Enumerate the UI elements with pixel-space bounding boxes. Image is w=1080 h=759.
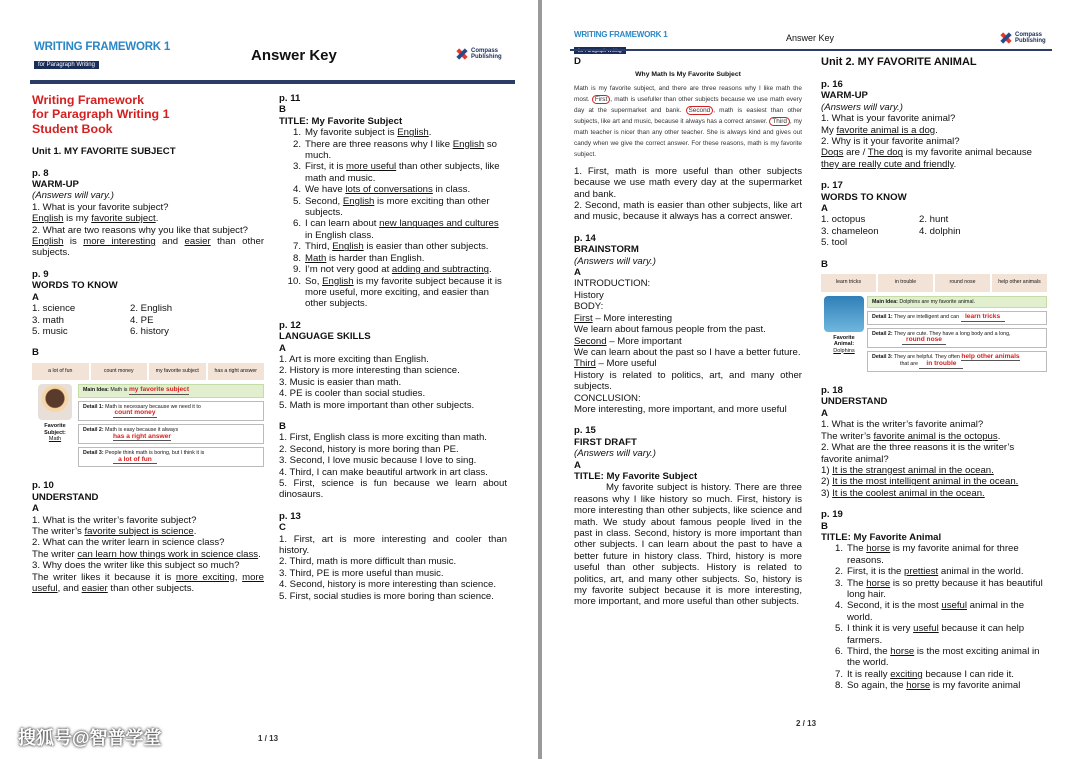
graphic-organizer: Favorite Subject: Math Main Idea: Math is my favorite subject Detail 1: Math is necessary because we need it to count money Detail 2: Math is easy because it always has a right answer Detail 3: People think math is boring, but I think it is a lot of fun: [32, 384, 264, 470]
page-number-2: 2 / 13: [796, 719, 817, 728]
numbered-sentence: 3. First, it is more useful than other subjects, like math and music.: [292, 161, 500, 184]
first-draft-text: My favorite subject is history. There are three reasons why I like history so much. First, history is more interesting than other subjects, like science and math. We study about famous people lived in the past in class. Second, history is more important than other subjects. I can learn about the past to have a better future in history class. Third, history is more useful than other subjects. History is related to politics, art, and many other subjects. So, history is my favorite subject because it is more interesting, more important, and more useful than other subjects.: [574, 482, 802, 608]
page-1: [0, 0, 538, 759]
numbered-sentence: 7. Third, English is easier than other subjects.: [292, 241, 489, 253]
compass-icon: [456, 48, 468, 60]
numbered-sentence: 2. First, it is the prettiest animal in the world.: [834, 566, 1024, 578]
header-rule: [30, 80, 515, 84]
numbered-sentence: 10. So, English is my favorite subject because it is more useful, more exciting, and easier than other subjects.: [287, 275, 502, 310]
page-2: [542, 0, 1080, 759]
numbered-sentence: 3. The horse is so pretty because it has beautiful long hair.: [834, 577, 1043, 600]
p1-right-column: p. 11 B TITLE: My Favorite Subject 1. My favorite subject is English. 2. There are three reasons why I like English so much. 3. First, it is more useful than other subjects, like math and music. 4. We have lots of conversations in class. 5. Second, English is more exciting than other subjects. 6. I can learn about new languages and cultures in English class. 7. Third, English is easier than other subjects. 8. Math is harder than English. 9. I’m not very good at adding and subtracting. 10. So, English is my favorite subject because it is more useful, more exciting, and easier than other subjects. p. 12 LANGUAGE SKILLS A 1. Art is more exciting than English. 2. History is more interesting than science. 3. Music is easier than math. 4. PE is cooler than social studies. 5. Math is more important than other subjects. B 1. First, English class is more exciting than math. 2. Second, history is more boring than PE. 3. Second, I love music because I love to sing. 4. Third, I can make beautiful artwork in art class. 5. First, science is fun because we learn about dinosaurs. p. 13 C 1. First, art is more interesting and cooler than history. 2. Third, math is more difficult than music. 3. Third, PE is more useful than music. 4. Second, history is more interesting than science. 5. First, social studies is more boring than science.: [279, 93, 507, 602]
numbered-sentence: 5. I think it is very useful because it can help farmers.: [834, 623, 1025, 646]
numbered-sentence: 4. We have lots of conversations in class.: [292, 184, 471, 196]
sentences-p19: [821, 543, 1047, 691]
numbered-sentence: 8. Math is harder than English.: [292, 252, 425, 264]
numbered-sentence: 6. Third, the horse is the most exciting animal in the world.: [834, 646, 1040, 669]
numbered-sentence: 1. The horse is my favorite animal for three reasons.: [834, 543, 1019, 566]
unit1-heading: Unit 1. MY FAVORITE SUBJECT: [32, 146, 176, 158]
numbered-sentence: 7. It is really exciting because I can ride it.: [834, 668, 1014, 680]
p2-left-column: D Why Math Is My Favorite Subject Math is my favorite subject, and there are three reasons why I like math the most. First , math is usefuller than other subjects because we use math every day at the supermarket and bank. Second , math is easiest than other subjects, like art and music, because it always has a correct answer. Third , my math teacher is nicer than any other teacher. She is always kind and gives out candy when we give the correct answer. For these reasons, math is my favorite subject. 1. First, math is more useful than other subjects because we use math every day at the supermarket and bank. 2. Second, math is easier than other subjects, like art and music, because it always has a correct answer. p. 14 BRAINSTORM (Answers will vary.) A INTRODUCTION: History BODY: First – More interesting We learn about famous people from the past. Second – More important We can learn about the past so I have a better future. Third – More useful History is related to politics, art, and many other subjects. CONCLUSION: More interesting, more important, and more useful p. 15 FIRST DRAFT (Answers will vary.) A TITLE: My Favorite Subject My favorite subject is history. There are three reasons why I like history so much. First, history is more interesting than other subjects, like science and math. We study about famous people lived in the past in class. Second, history is more important than other subjects. I can learn about the past to have a better future in history class. Third, history is more useful than other subjects. History is related to politics, art, and many other subjects. So, history is my favorite subject because it is more interesting, more important, and more useful than other subjects.: [574, 56, 803, 608]
answer-key-title-2: Answer Key: [786, 33, 835, 43]
graphic-organizer-2: Favorite Animal: Dolphins Main Idea: Dolphins are my favorite animal. Detail 1: They are intelligent and can learn tricks Detail 2: They are cute. They have a long body and a long, round nose Detail 3: They are helpful. They often help other animals that are in trouble: [821, 296, 1047, 376]
numbered-sentence: 1. My favorite subject is English.: [292, 127, 432, 139]
header-rule-2: [570, 49, 1052, 51]
numbered-sentence: 4. Second, it is the most useful animal in the world.: [834, 600, 1025, 623]
numbered-sentence: 5. Second, English is more exciting than other subjects.: [292, 195, 490, 219]
answer-key-title: Answer Key: [251, 47, 337, 64]
numbered-sentence: 6. I can learn about new languages and cultures in English class.: [292, 218, 499, 241]
sentences-p11: [279, 127, 507, 310]
word-bank-2: learn tricks in trouble round nose help other animals: [821, 274, 1047, 291]
essay-title: Why Math Is My Favorite Subject: [635, 71, 741, 79]
compass-publishing-logo: Compass Publishing: [456, 48, 502, 60]
unit2-heading: Unit 2. MY FAVORITE ANIMAL: [821, 56, 977, 68]
compass-publishing-logo-2: Compass Publishing: [1000, 32, 1046, 44]
writing-framework-logo: WRITING FRAMEWORK 1 for Paragraph Writing: [34, 41, 171, 68]
p2-right-column: Unit 2. MY FAVORITE ANIMAL p. 16 WARM-UP (Answers will vary.) 1. What is your favorite animal? My favorite animal is a dog. 2. Why is it your favorite animal? Dogs are / The dog is my favorite animal because they are really cute and friendly. p. 17 WORDS TO KNOW A 1. octopus 2. hunt 3. chameleon 4. dolphin 5. tool B learn tricks in trouble round nose help other animals Favorite Animal: Dolphins Main Idea: Dolphins are my favorite animal. Detail 1: They are intelligent and can learn tricks Detail 2: They are cute. They have a long body and a long, round nose Detail 3: They are helpful. They often help other animals that are in trouble p. 18 UNDERSTAND A 1. What is the writer’s favorite animal? The writer’s favorite animal is the octopus. 2. What are the three reasons it is the writer’s favorite animal? 1) It is the strangest animal in the ocean. 2) It is the most intelligent animal in the ocean. 3) It is the coolest animal in the ocean. p. 19 B TITLE: My Favorite Animal 1. The horse is my favorite animal for three reasons. 2. First, it is the prettiest animal in the world. 3. The horse is so pretty because it has beautiful long hair. 4. Second, it is the most useful animal in the world. 5. I think it is very useful because it can help farmers. 6. Third, the horse is the most exciting animal in the world. 7. It is really exciting because I can ride it. 8. So again, the horse is my favorite animal: [821, 56, 1047, 692]
writing-framework-logo-2: WRITING FRAMEWORK 1: [574, 30, 668, 57]
p1-left-column: Writing Framework for Paragraph Writing 1 Student Book Unit 1. MY FAVORITE SUBJECT p. 8 WARM-UP (Answers will vary.) 1. What is your favorite subject? English is my favorite subject. 2. What are two reasons why you like that subject? English is more interesting and easier than other subjects. p. 9 WORDS TO KNOW A 1. science 2. English 3. math 4. PE 5. music 6. history B a lot of fun count money my favorite subject has a right answer Favorite Subject: Math Main Idea: Math is my favorite subject Detail 1: Math is necessary because we need it to count money Detail 2: Math is easy because it always has a right answer Detail 3: People think math is boring, but I think it is a lot of fun p. 10 UNDERSTAND A 1. What is the writer’s favorite subject? The writer’s favorite subject is science. 2. What can the writer learn in science class? The writer can learn how things work in science class. 3. Why does the writer like this subject so much? The writer likes it because it is more exciting, more useful, and easier than other subjects.: [32, 93, 265, 594]
word-bank: a lot of fun count money my favorite subject has a right answer: [32, 363, 264, 380]
numbered-sentence: 9. I’m not very good at adding and subtracting.: [292, 264, 492, 276]
dolphin-photo: [824, 296, 864, 332]
essay-text: Math is my favorite subject, and there are three reasons why I like math the most. First , math is usefuller than other subjects because we use math every day at the supermarket and bank. Second , math is easiest than other subjects, like art and music, because it always has a correct answer. Third , my math teacher is nicer than any other teacher. She is always kind and gives out candy when we give the correct answer. For these reasons, math is my favorite subject.: [574, 84, 803, 158]
numbered-sentence: 2. There are three reasons why I like English so much.: [292, 138, 497, 162]
page-number-1: 1 / 13: [258, 734, 279, 743]
watermark: 搜狐号@智普学堂: [18, 728, 162, 748]
compass-icon: [1000, 32, 1012, 44]
student-photo: [38, 384, 72, 420]
numbered-sentence: 8. So again, the horse is my favorite animal: [834, 680, 1021, 692]
